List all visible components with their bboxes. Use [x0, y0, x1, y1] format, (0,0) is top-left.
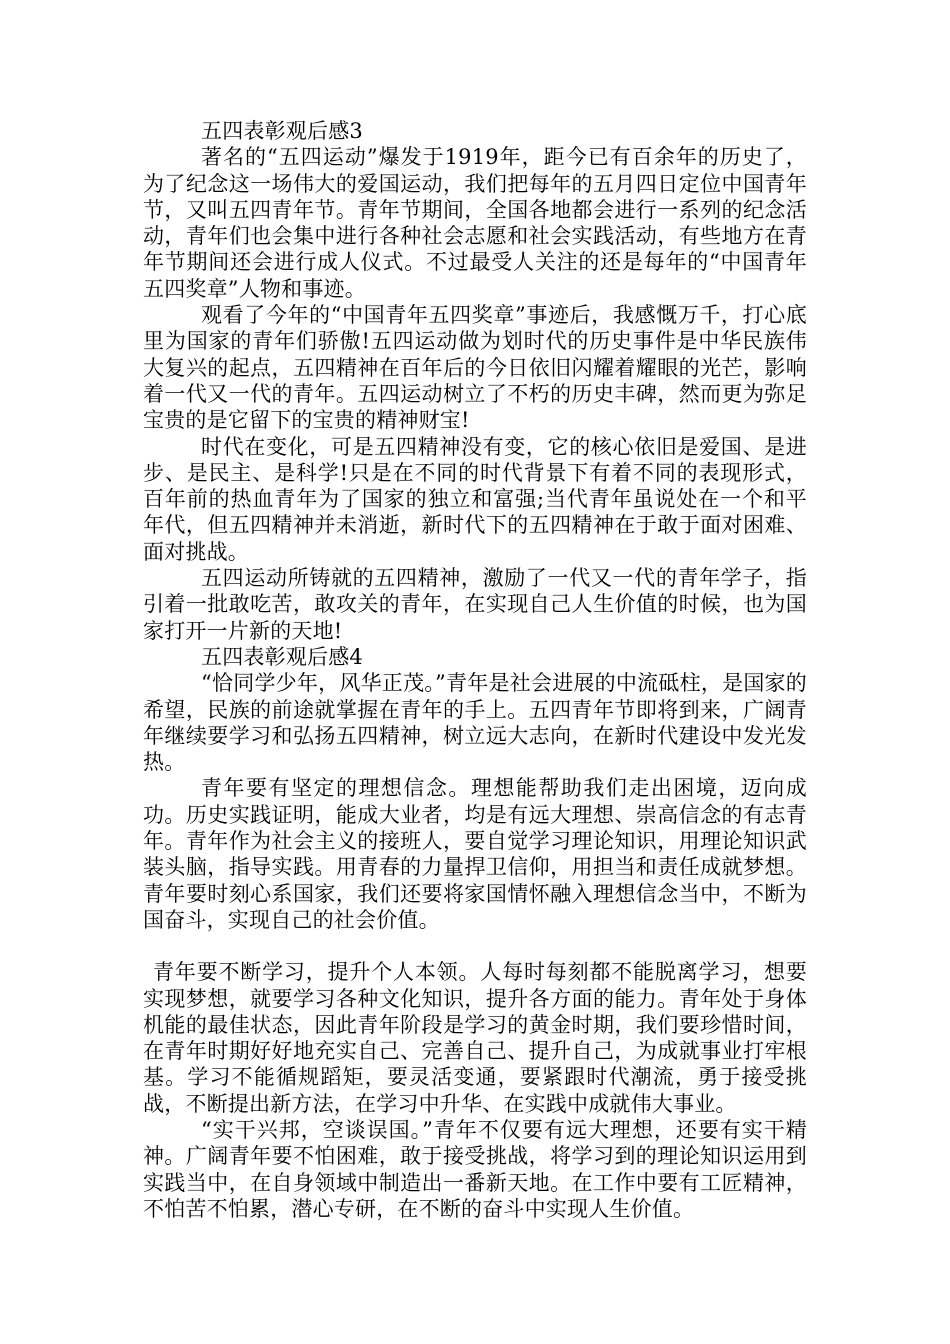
section-heading-3: 五四表彰观后感3	[201, 119, 363, 143]
paragraph: 青年要不断学习，提升个人本领。人每时每刻都不能脱离学习，想要实现梦想，就要学习各种文化知识，提升各方面的能力。青年处于身体机能的最佳状态，因此青年阶段是学习的黄金时期，我们要珍惜时间，在青年时期好好地充实自己、完善自己、提升自己，为成就事业打牢根基。学习不能循规蹈矩，要灵活变通，要紧跟时代潮流，勇于接受挑战，不断提出新方法，在学习中升华、在实践中成就伟大事业。	[143, 960, 807, 1116]
document-body	[143, 118, 807, 1222]
paragraph: 著名的“五四运动”爆发于1919年，距今已有百余年的历史了，为了纪念这一场伟大的爱国运动，我们把每年的五月四日定位中国青年节，又叫五四青年节。青年节期间，全国各地都会进行一系列的纪念活动，青年们也会集中进行各种社会志愿和社会实践活动，有些地方在青年节期间还会进行成人仪式。不过最受人关注的还是每年的“中国青年五四奖章”人物和事迹。	[143, 145, 807, 301]
paragraph-gap	[143, 933, 807, 959]
paragraph: 青年要有坚定的理想信念。理想能帮助我们走出困境，迈向成功。历史实践证明，能成大业者，均是有远大理想、崇高信念的有志青年。青年作为社会主义的接班人，要自觉学习理论知识，用理论知识武装头脑，指导实践。用青春的力量捍卫信仰，用担当和责任成就梦想。青年要时刻心系国家，我们还要将家国情怀融入理想信念当中，不断为国奋斗，实现自己的社会价值。	[143, 776, 807, 932]
section-heading-4: 五四表彰观后感4	[201, 644, 363, 669]
paragraph: “实干兴邦，空谈误国。”青年不仅要有远大理想，还要有实干精神。广阔青年要不怕困难，敢于接受挑战，将学习到的理论知识运用到实践当中，在自身领域中制造出一番新天地。在工作中要有工匠精神，不怕苦不怕累，潜心专研，在不断的奋斗中实现人生价值。	[143, 1117, 807, 1221]
paragraph: 时代在变化，可是五四精神没有变，它的核心依旧是爱国、是进步、是民主、是科学!只是在不同的时代背景下有着不同的表现形式，百年前的热血青年为了国家的独立和富强;当代青年虽说处在一个和平年代，但五四精神并未消逝，新时代下的五四精神在于敢于面对困难、面对挑战。	[143, 434, 807, 564]
paragraph: 五四运动所铸就的五四精神，激励了一代又一代的青年学子，指引着一批敢吃苦，敢攻关的青年，在实现自己人生价值的时候，也为国家打开一片新的天地!	[143, 566, 807, 643]
paragraph: 观看了今年的“中国青年五四奖章”事迹后，我感慨万千，打心底里为国家的青年们骄傲!五四运动做为划时代的历史事件是中华民族伟大复兴的起点，五四精神在百年后的今日依旧闪耀着耀眼的光芒，影响着一代又一代的青年。五四运动树立了不朽的历史丰碑，然而更为弥足宝贵的是它留下的宝贵的精神财宝!	[143, 303, 807, 433]
paragraph: “恰同学少年，风华正茂。”青年是社会进展的中流砥柱，是国家的希望，民族的前途就掌握在青年的手上。五四青年节即将到来，广阔青年继续要学习和弘扬五四精神，树立远大志向，在新时代建设中发光发热。	[143, 671, 807, 775]
